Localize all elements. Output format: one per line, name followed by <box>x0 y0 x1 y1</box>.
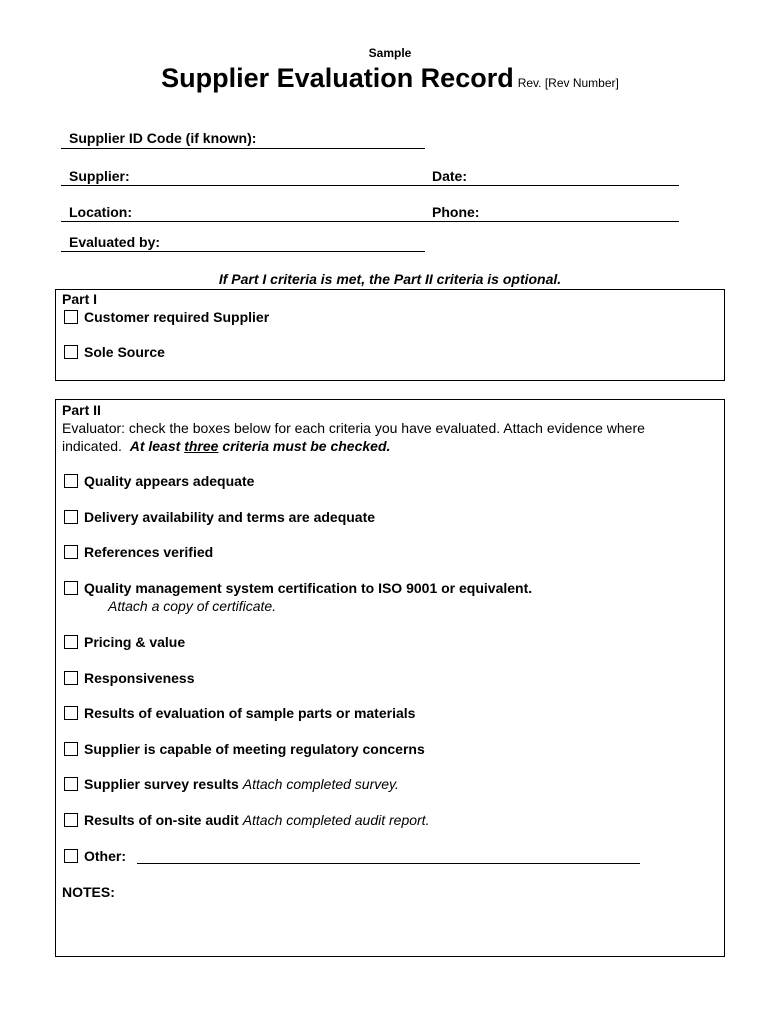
criteria-label: Quality management system certification to ISO 9001 or equivalent. <box>84 580 533 596</box>
sample-label: Sample <box>368 46 412 60</box>
page-title: Supplier Evaluation Record <box>161 63 514 93</box>
iso-subnote: Attach a copy of certificate. <box>108 598 277 614</box>
part2-intro-indicated: indicated. <box>62 438 122 454</box>
criteria-text: Results of on-site audit <box>84 812 239 828</box>
emphasis-underlined: three <box>184 438 219 454</box>
part2-intro-line1: Evaluator: check the boxes below for each criteria you have evaluated. Attach evidence where <box>62 420 645 436</box>
notes-area[interactable] <box>62 904 718 950</box>
part2-intro-line2 <box>62 437 645 455</box>
checkbox-survey[interactable] <box>64 777 78 791</box>
criteria-label: References verified <box>84 544 214 560</box>
supplier-label: Supplier: <box>69 168 130 184</box>
criteria-label: Supplier is capable of meeting regulatory concerns <box>84 741 425 757</box>
revision-label: Rev. [Rev Number] <box>517 76 619 90</box>
criteria-note: Attach completed audit report. <box>242 812 430 828</box>
evaluated-by-field[interactable] <box>61 251 425 252</box>
criteria-label: Pricing & value <box>84 634 186 650</box>
part1-section <box>55 289 725 381</box>
supplier-field[interactable] <box>61 185 425 186</box>
checkbox-responsiveness[interactable] <box>64 671 78 685</box>
criteria-label: Quality appears adequate <box>84 473 255 489</box>
title-row <box>0 63 768 94</box>
checkbox-references[interactable] <box>64 545 78 559</box>
part1-item-label: Customer required Supplier <box>84 309 270 325</box>
date-field[interactable] <box>425 185 679 186</box>
criteria-note: Attach completed survey. <box>242 776 399 792</box>
instruction-text: If Part I criteria is met, the Part II criteria is optional. <box>218 271 562 287</box>
criteria-label: Responsiveness <box>84 670 195 686</box>
criteria-label <box>84 812 429 828</box>
checkbox-regulatory[interactable] <box>64 742 78 756</box>
checkbox-other[interactable] <box>64 849 78 863</box>
location-label: Location: <box>69 204 132 220</box>
checkbox-delivery[interactable] <box>64 510 78 524</box>
part1-item-label: Sole Source <box>84 344 165 360</box>
criteria-label: Delivery availability and terms are adequate <box>84 509 376 525</box>
location-field[interactable] <box>61 221 425 222</box>
evaluated-by-label: Evaluated by: <box>69 234 161 250</box>
criteria-label: Other: <box>84 848 126 864</box>
checkbox-customer-required[interactable] <box>64 310 78 324</box>
criteria-label <box>84 776 399 792</box>
phone-field[interactable] <box>425 221 679 222</box>
notes-label: NOTES: <box>62 884 115 900</box>
phone-label: Phone: <box>432 204 480 220</box>
checkbox-sample-parts[interactable] <box>64 706 78 720</box>
checkbox-onsite-audit[interactable] <box>64 813 78 827</box>
other-field[interactable] <box>137 863 640 864</box>
supplier-id-label: Supplier ID Code (if known): <box>69 130 257 146</box>
checkbox-quality[interactable] <box>64 474 78 488</box>
supplier-id-field[interactable] <box>61 148 425 149</box>
part2-intro <box>62 419 645 455</box>
emphasis-after: criteria must be checked. <box>222 438 391 454</box>
part2-heading: Part II <box>62 402 101 418</box>
criteria-label: Results of evaluation of sample parts or materials <box>84 705 416 721</box>
date-label: Date: <box>432 168 468 184</box>
checkbox-pricing[interactable] <box>64 635 78 649</box>
criteria-text: Supplier survey results <box>84 776 239 792</box>
checkbox-iso-certification[interactable] <box>64 581 78 595</box>
emphasis-before: At least <box>129 438 181 454</box>
part1-heading: Part I <box>62 291 98 307</box>
checkbox-sole-source[interactable] <box>64 345 78 359</box>
